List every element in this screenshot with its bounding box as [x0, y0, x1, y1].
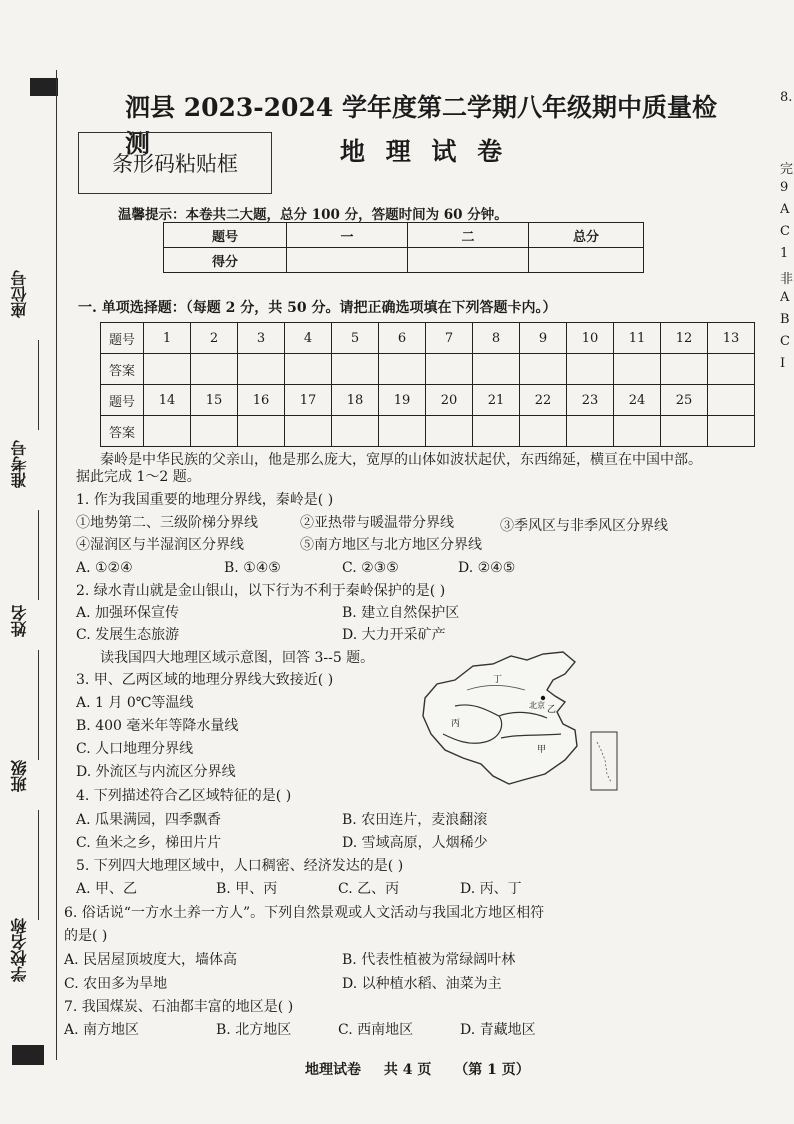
right-edge-fragment: B — [780, 312, 790, 327]
q6-stem-line2: 的是( ) — [64, 928, 108, 944]
right-edge-fragment: 非 — [780, 272, 794, 287]
q3-option-b[interactable]: B. 400 毫米年等降水量线 — [76, 718, 239, 734]
class-line — [38, 810, 39, 920]
question-number: 15 — [191, 385, 238, 416]
registration-mark-top — [30, 78, 58, 96]
question-number: 3 — [238, 323, 285, 354]
question-number-label: 题号 — [101, 323, 144, 354]
question-number: 17 — [285, 385, 332, 416]
page-footer — [305, 1059, 548, 1079]
answer-cell[interactable] — [520, 416, 567, 447]
question-number: 13 — [708, 323, 755, 354]
answer-cell[interactable] — [520, 354, 567, 385]
footer-page-number: （第 1 页） — [454, 1062, 530, 1078]
q3-option-d[interactable]: D. 外流区与内流区分界线 — [76, 764, 236, 780]
south-china-sea-inset — [591, 732, 617, 790]
q7-option-c[interactable]: C. 西南地区 — [338, 1022, 414, 1038]
q2-option-d[interactable]: D. 大力开采矿产 — [342, 627, 446, 643]
answer-cell[interactable] — [708, 416, 755, 447]
answer-cell[interactable] — [661, 354, 708, 385]
q7-option-b[interactable]: B. 北方地区 — [216, 1022, 292, 1038]
q5-option-b[interactable]: B. 甲、丙 — [216, 881, 278, 897]
q7-stem: 7. 我国煤炭、石油都丰富的地区是( ) — [64, 999, 294, 1015]
answer-cell[interactable] — [614, 354, 661, 385]
answer-cell[interactable] — [285, 354, 332, 385]
school-name-label: 学校名称 — [10, 918, 29, 982]
score-header-total: 总分 — [529, 223, 644, 248]
question-number: 24 — [614, 385, 661, 416]
q2-stem: 2. 绿水青山就是金山银山，以下行为不利于秦岭保护的是( ) — [76, 583, 446, 599]
answer-cell[interactable] — [191, 416, 238, 447]
answer-cell[interactable] — [144, 416, 191, 447]
q3-option-c[interactable]: C. 人口地理分界线 — [76, 741, 194, 757]
right-edge-fragment: 1 — [780, 246, 789, 261]
beijing-marker-icon — [541, 696, 545, 700]
score-cell-total[interactable] — [529, 248, 644, 273]
q1-option-a[interactable]: A. ①②④ — [76, 560, 133, 576]
right-edge-fragment: 9 — [780, 180, 789, 195]
score-table — [163, 222, 644, 273]
passage1-line2: 据此完成 1～2 题。 — [76, 469, 201, 485]
question-number: 14 — [144, 385, 191, 416]
question-number: 12 — [661, 323, 708, 354]
question-number: 6 — [379, 323, 426, 354]
section1-heading: 一. 单项选择题：（每题 2 分，共 50 分。请把正确选项填在下列答题卡内。） — [78, 300, 557, 316]
q6-option-b[interactable]: B. 代表性植被为常绿阔叶林 — [342, 952, 516, 968]
score-cell-part1[interactable] — [287, 248, 408, 273]
question-number: 10 — [567, 323, 614, 354]
q1-statement-5: ⑤南方地区与北方地区分界线 — [300, 537, 482, 553]
right-edge-fragment: C — [780, 334, 790, 349]
right-edge-fragment: A — [780, 202, 790, 217]
map-label-jia: 甲 — [537, 745, 547, 755]
exam-number-line — [38, 510, 39, 600]
q4-option-b[interactable]: B. 农田连片，麦浪翻滚 — [342, 812, 488, 828]
score-header-part2: 二 — [408, 223, 529, 248]
question-number: 11 — [614, 323, 661, 354]
answer-cell[interactable] — [379, 416, 426, 447]
passage1-line1: 秦岭是中华民族的父亲山，他是那么庞大，宽厚的山体如波状起伏，东西绵延，横亘在中国中部。 — [100, 452, 702, 468]
q5-stem: 5. 下列四大地理区域中，人口稠密、经济发达的是( ) — [76, 858, 404, 874]
china-regions-map — [415, 650, 640, 805]
question-number: 23 — [567, 385, 614, 416]
q6-option-c[interactable]: C. 农田多为旱地 — [64, 976, 168, 992]
q2-option-b[interactable]: B. 建立自然保护区 — [342, 605, 460, 621]
answer-cell[interactable] — [191, 354, 238, 385]
answer-cell[interactable] — [473, 354, 520, 385]
question-number: 1 — [144, 323, 191, 354]
q4-option-c[interactable]: C. 鱼米之乡，梯田片片 — [76, 835, 222, 851]
q4-option-a[interactable]: A. 瓜果满园，四季飘香 — [76, 812, 222, 828]
right-edge-fragment: 完 — [780, 162, 794, 177]
q5-option-a[interactable]: A. 甲、乙 — [76, 881, 138, 897]
score-cell-part2[interactable] — [408, 248, 529, 273]
q2-option-a[interactable]: A. 加强环保宣传 — [76, 605, 180, 621]
right-edge-fragment: A — [780, 290, 790, 305]
q1-statement-1: ①地势第二、三级阶梯分界线 — [76, 515, 258, 531]
footer-total-pages: 共 4 页 — [383, 1062, 432, 1078]
q1-statement-4: ④湿润区与半湿润区分界线 — [76, 537, 244, 553]
question-number: 22 — [520, 385, 567, 416]
question-number: 9 — [520, 323, 567, 354]
answer-cell[interactable] — [473, 416, 520, 447]
question-number: 18 — [332, 385, 379, 416]
registration-mark-bottom — [12, 1045, 44, 1065]
question-number: 20 — [426, 385, 473, 416]
q7-option-d[interactable]: D. 青藏地区 — [460, 1022, 536, 1038]
answer-cell[interactable] — [661, 416, 708, 447]
name-label: 姓名 — [10, 605, 29, 637]
question-number: 8 — [473, 323, 520, 354]
inset-dashed-line — [597, 742, 611, 782]
answer-cell[interactable] — [238, 416, 285, 447]
q3-option-a[interactable]: A. 1 月 0℃等温线 — [76, 695, 194, 711]
score-header-part1: 一 — [287, 223, 408, 248]
answer-cell[interactable] — [332, 354, 379, 385]
q1-stem: 1. 作为我国重要的地理分界线，秦岭是( ) — [76, 492, 334, 508]
map-label-bing: 丙 — [451, 719, 461, 729]
binding-line — [56, 70, 57, 1060]
seat-number-line — [38, 340, 39, 430]
score-header-question: 题号 — [164, 223, 287, 248]
score-row-label: 得分 — [164, 248, 287, 273]
q4-stem: 4. 下列描述符合乙区域特征的是( ) — [76, 788, 292, 804]
q2-option-c[interactable]: C. 发展生态旅游 — [76, 627, 180, 643]
question-number: 21 — [473, 385, 520, 416]
q1-option-c[interactable]: C. ②③⑤ — [342, 560, 399, 576]
question-number: 4 — [285, 323, 332, 354]
class-label: 班级 — [10, 760, 29, 792]
barcode-box: 条形码粘贴框 — [78, 132, 272, 194]
exam-subtitle: 地 理 试 卷 — [340, 137, 509, 166]
exam-number-label: 准考号 — [10, 440, 29, 488]
exam-title: 泗县 2023-2024 学年度第二学期八年级期中质量检测 — [125, 93, 717, 158]
answer-label: 答案 — [101, 354, 144, 385]
question-number: 19 — [379, 385, 426, 416]
answer-cell[interactable] — [426, 354, 473, 385]
right-edge-fragment: C — [780, 224, 790, 239]
map-label-beijing: 北京 — [529, 701, 545, 710]
q7-option-a[interactable]: A. 南方地区 — [64, 1022, 140, 1038]
question-number-label: 题号 — [101, 385, 144, 416]
right-edge-fragment: I — [780, 356, 786, 371]
answer-cell[interactable] — [285, 416, 332, 447]
right-edge-fragment: 8. — [780, 90, 793, 105]
question-number — [708, 385, 755, 416]
answer-cell[interactable] — [144, 354, 191, 385]
question-number: 7 — [426, 323, 473, 354]
answer-cell[interactable] — [238, 354, 285, 385]
q5-option-c[interactable]: C. 乙、丙 — [338, 881, 400, 897]
answer-cell[interactable] — [567, 354, 614, 385]
footer-subject: 地理试卷 — [305, 1062, 361, 1078]
exam-reminder: 温馨提示：本卷共二大题，总分 100 分，答题时间为 60 分钟。 — [118, 207, 508, 223]
question-number: 25 — [661, 385, 708, 416]
q3-stem: 3. 甲、乙两区域的地理分界线大致接近( ) — [76, 672, 334, 688]
q1-statement-2: ②亚热带与暖温带分界线 — [300, 515, 454, 531]
answer-cell[interactable] — [379, 354, 426, 385]
question-number: 16 — [238, 385, 285, 416]
q6-option-d[interactable]: D. 以种植水稻、油菜为主 — [342, 976, 502, 992]
answer-cell[interactable] — [614, 416, 661, 447]
passage2: 读我国四大地理区域示意图，回答 3--5 题。 — [100, 650, 375, 666]
map-label-yi: 乙 — [547, 705, 557, 715]
question-number: 5 — [332, 323, 379, 354]
q1-statement-3: ③季风区与非季风区分界线 — [500, 518, 668, 534]
answer-sheet-table — [100, 322, 755, 447]
q5-option-d[interactable]: D. 丙、丁 — [460, 881, 522, 897]
q1-option-d[interactable]: D. ②④⑤ — [458, 560, 516, 576]
q1-option-b[interactable]: B. ①④⑤ — [224, 560, 281, 576]
answer-cell[interactable] — [332, 416, 379, 447]
question-number: 2 — [191, 323, 238, 354]
q6-stem-line1: 6. 俗话说“一方水土养一方人”。下列自然景观或人文活动与我国北方地区相符 — [64, 905, 545, 921]
name-line — [38, 650, 39, 760]
answer-label: 答案 — [101, 416, 144, 447]
q6-option-a[interactable]: A. 民居屋顶坡度大，墙体高 — [64, 952, 238, 968]
seat-number-label: 座位号 — [10, 270, 29, 318]
answer-cell[interactable] — [567, 416, 614, 447]
q4-option-d[interactable]: D. 雪域高原，人烟稀少 — [342, 835, 488, 851]
map-label-ding: 丁 — [493, 675, 503, 685]
answer-cell[interactable] — [426, 416, 473, 447]
answer-cell[interactable] — [708, 354, 755, 385]
